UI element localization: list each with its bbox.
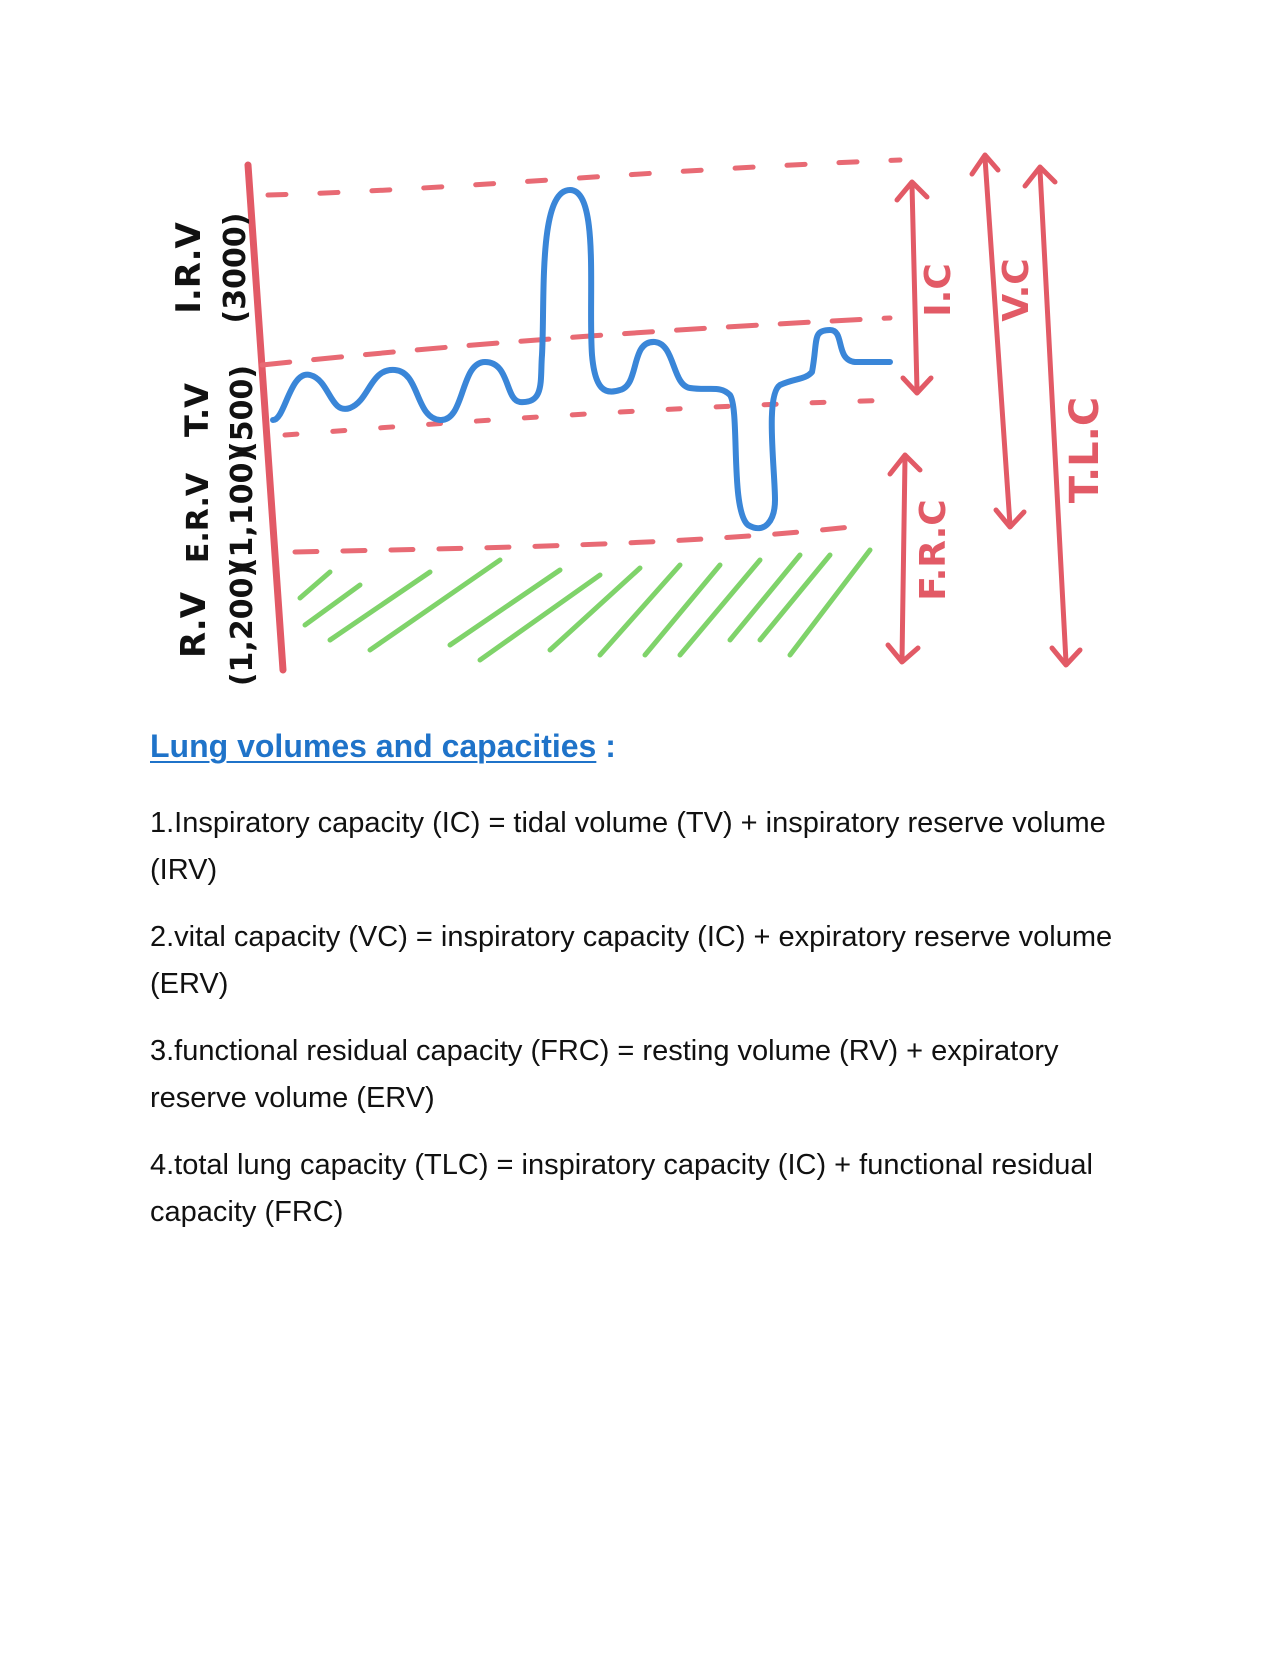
tv-value: (500)	[225, 364, 260, 456]
definition-item-2: 2.vital capacity (VC) = inspiratory capacity (IC) + expiratory reserve volume (ERV)	[150, 921, 1113, 1000]
irv-top-dashed-line	[268, 160, 900, 195]
erv-bottom-dashed-line	[295, 525, 868, 552]
vc-label: V.C	[996, 258, 1037, 322]
frc-label: F.R.C	[913, 499, 954, 601]
tv-top-dashed-line	[262, 318, 890, 365]
irv-value: (3000)	[218, 212, 253, 324]
irv-label: I.R.V	[169, 222, 209, 314]
definition-item-3: 3.functional residual capacity (FRC) = resting volume (RV) + expiratory reserve volume (ERV)	[150, 1035, 1059, 1114]
tv-bottom-dashed-line	[285, 400, 900, 435]
spirogram-trace	[273, 190, 890, 528]
section-heading	[150, 728, 616, 765]
erv-value: (1,100)	[225, 448, 260, 572]
tv-label: T.V	[178, 383, 216, 437]
erv-label: E.R.V	[181, 472, 216, 564]
tlc-label: T.L.C	[1062, 396, 1108, 504]
lung-volumes-diagram	[0, 0, 1280, 700]
rv-value: (1,200)	[225, 563, 260, 687]
ic-label: I.C	[918, 263, 959, 317]
section-title-suffix: :	[596, 728, 616, 764]
rv-label: R.V	[174, 591, 214, 659]
residual-volume-hatching	[300, 550, 870, 660]
section-title-link[interactable]: Lung volumes and capacities	[150, 728, 597, 764]
definition-item-4: 4.total lung capacity (TLC) = inspiratory capacity (IC) + functional residual capacity (FRC)	[150, 1149, 1093, 1228]
definition-item-1: 1.Inspiratory capacity (IC) = tidal volume (TV) + inspiratory reserve volume (IRV)	[150, 807, 1106, 886]
vc-arrow	[972, 155, 1024, 527]
